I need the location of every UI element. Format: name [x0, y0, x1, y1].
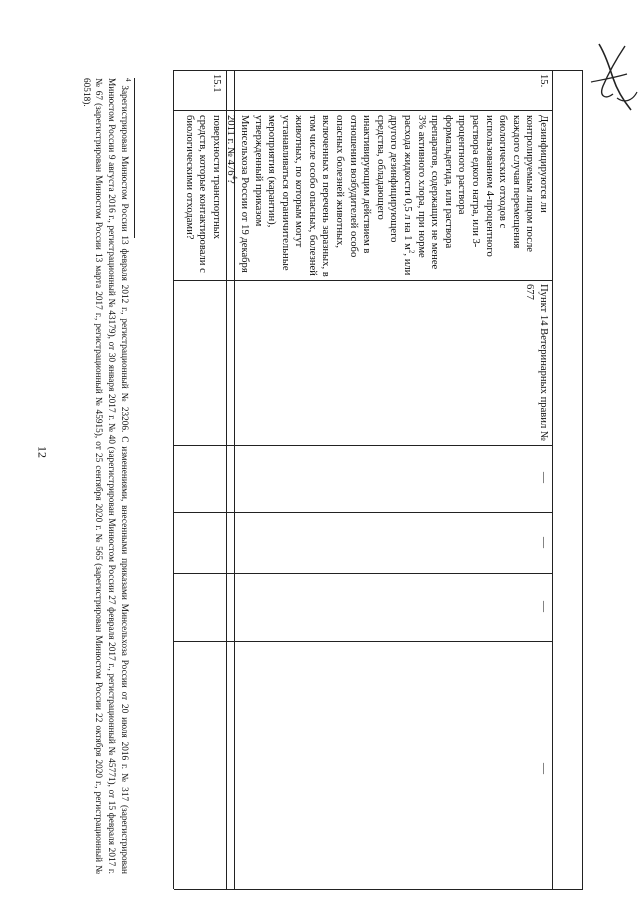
legal-reference: Пункт 14 Ветеринарных правил № 677 — [524, 284, 549, 441]
signature-icon — [587, 38, 639, 116]
column-divider — [174, 110, 553, 111]
answer-no: — — [538, 537, 550, 548]
question-text: поверхности транспортных средств, которые контактировали с биологическими отходами? — [183, 115, 222, 273]
checklist-table — [173, 70, 583, 890]
answer-yes: — — [538, 472, 550, 483]
table-border-left — [174, 70, 583, 71]
row-divider — [552, 70, 553, 889]
column-divider — [174, 573, 553, 574]
footnote-separator — [134, 78, 135, 238]
rotated-page-content — [43, 70, 583, 890]
answer-not-applicable: — — [538, 601, 550, 612]
question-text-part: Дезинфицируются ли контролируемым лицом после каждого случая перемещения биологических отходов с использованием 4-процентного раствора едкого натра, или 3-процентного раствора формальдегида, или раствора препаратов, содержащих не менее 3% активного хлора, при норме расхода жидкости 0,5 л на 1 м — [402, 115, 549, 270]
question-text-part: , или другого дезинфицирующего средства, обладающего инактивирующим действием в отношении возбудителей особо опасных болезней животных, включенных в перечень заразных, в том числе особо опасных, болезней животных, по которым могут устанавливаться ограничительные мероприятия (карантин), утвержденный приказом Минсельхоза России от 19 декабря 2011 г. № 476 — [225, 115, 414, 277]
row-number: 15. — [538, 74, 549, 88]
table-border-right — [174, 889, 583, 890]
table-border-top — [582, 70, 583, 889]
question-text-part: ? — [225, 179, 237, 184]
column-divider — [174, 280, 553, 281]
column-divider — [174, 641, 553, 642]
row-number: 15.1 — [211, 74, 222, 93]
footnote-text: Зарегистрирован Минюстом России 13 февраля 2012 г., регистрационный № 23206. С изменениями, внесенными приказами Минсельхоза России от 20 июля 2016 г. № 317 (зарегистрирован Минюстом России 9 августа 2016 г., регистрационный № 43179), от 30 января 2017 г. № 40 (зарегистрирован Минюстом России 27 февраля 2017 г., регистрационный № 45771), от 15 февраля 2017 г. № 67 (зарегистрирован Минюстом России 13 марта 2017 г., регистрационный № 45915), от 25 сентября 2020 г. № 565 (зарегистрирован Минюстом России 22 октября 2020 г., регистрационный № 60518). — [80, 78, 129, 875]
column-divider — [174, 512, 553, 513]
footnote-ref: 4 — [230, 175, 239, 180]
question-text — [224, 115, 550, 278]
footnote-marker: 4 — [124, 78, 133, 82]
column-divider — [174, 445, 553, 446]
superscript: 2 — [407, 249, 416, 254]
page-number: 12 — [35, 446, 50, 458]
table-border-bottom — [173, 70, 174, 889]
answer-note: — — [538, 763, 550, 774]
footnote — [79, 78, 133, 875]
